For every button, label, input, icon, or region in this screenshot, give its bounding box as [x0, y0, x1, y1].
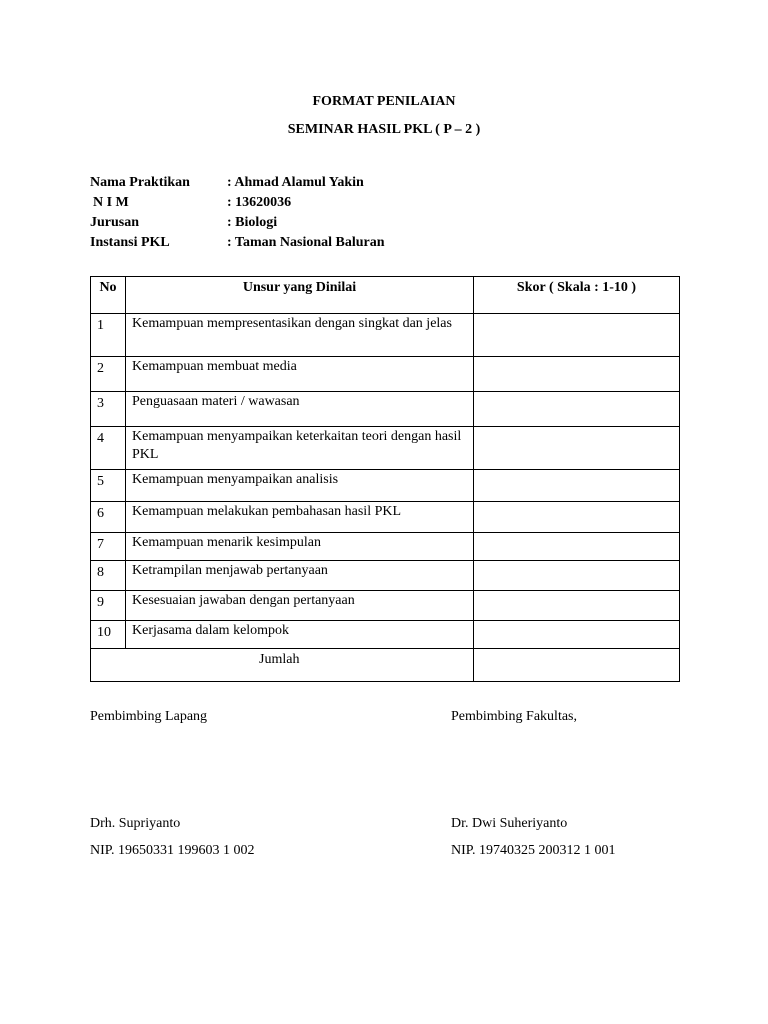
assessment-table — [90, 276, 680, 682]
row-no: 6 — [91, 502, 126, 533]
table-row — [91, 392, 680, 427]
table-row — [91, 502, 680, 533]
row-no: 9 — [91, 591, 126, 621]
right-signer-title: Pembimbing Fakultas, — [451, 709, 577, 724]
row-item: Kesesuaian jawaban dengan pertanyaan — [126, 591, 474, 621]
row-item: Kemampuan menarik kesimpulan — [126, 533, 474, 561]
table-row — [91, 470, 680, 502]
jurusan-value: : Biologi — [227, 215, 278, 230]
table-row — [91, 561, 680, 591]
row-skor-cell[interactable] — [474, 427, 680, 470]
nama-value: : Ahmad Alamul Yakin — [227, 175, 364, 190]
jumlah-row — [91, 649, 680, 682]
row-skor-cell[interactable] — [474, 470, 680, 502]
header-no: No — [91, 277, 126, 314]
instansi-label: Instansi PKL — [90, 235, 170, 250]
document-subtitle: SEMINAR HASIL PKL ( P – 2 ) — [287, 122, 481, 137]
jumlah-skor-cell[interactable] — [474, 649, 680, 682]
header-skor: Skor ( Skala : 1-10 ) — [474, 277, 680, 314]
nim-value: : 13620036 — [227, 195, 292, 210]
right-signer-name: Dr. Dwi Suheriyanto — [451, 816, 568, 831]
row-skor-cell[interactable] — [474, 502, 680, 533]
jurusan-label: Jurusan — [90, 215, 140, 230]
row-item: Kerjasama dalam kelompok — [126, 621, 474, 649]
row-skor-cell[interactable] — [474, 621, 680, 649]
table-row — [91, 314, 680, 357]
left-signer-title: Pembimbing Lapang — [90, 709, 208, 724]
row-no: 5 — [91, 470, 126, 502]
row-no: 8 — [91, 561, 126, 591]
header-unsur: Unsur yang Dinilai — [126, 277, 474, 314]
row-item: Kemampuan mempresentasikan dengan singkat dan jelas — [126, 314, 474, 357]
table-row — [91, 357, 680, 392]
table-row — [91, 427, 680, 470]
row-no: 7 — [91, 533, 126, 561]
row-skor-cell[interactable] — [474, 533, 680, 561]
table-row — [91, 621, 680, 649]
row-no: 2 — [91, 357, 126, 392]
jumlah-label: Jumlah — [91, 649, 474, 682]
left-signer-nip: NIP. 19650331 199603 1 002 — [90, 843, 255, 858]
table-row — [91, 533, 680, 561]
nim-label: N I M — [93, 195, 129, 210]
row-item: Kemampuan membuat media — [126, 357, 474, 392]
row-skor-cell[interactable] — [474, 314, 680, 357]
row-item: Kemampuan melakukan pembahasan hasil PKL — [126, 502, 474, 533]
row-no: 4 — [91, 427, 126, 470]
row-no: 1 — [91, 314, 126, 357]
table-row — [91, 591, 680, 621]
nama-label: Nama Praktikan — [90, 175, 190, 190]
row-item: Penguasaan materi / wawasan — [126, 392, 474, 427]
row-skor-cell[interactable] — [474, 591, 680, 621]
row-no: 3 — [91, 392, 126, 427]
instansi-value: : Taman Nasional Baluran — [227, 235, 385, 250]
row-skor-cell[interactable] — [474, 561, 680, 591]
row-no: 10 — [91, 621, 126, 649]
row-item: Kemampuan menyampaikan analisis — [126, 470, 474, 502]
row-skor-cell[interactable] — [474, 392, 680, 427]
row-skor-cell[interactable] — [474, 357, 680, 392]
row-item: Ketrampilan menjawab pertanyaan — [126, 561, 474, 591]
table-header-row — [91, 277, 680, 314]
right-signer-nip: NIP. 19740325 200312 1 001 — [451, 843, 616, 858]
left-signer-name: Drh. Supriyanto — [90, 816, 181, 831]
row-item: Kemampuan menyampaikan keterkaitan teori dengan hasil PKL — [126, 427, 474, 470]
document-title: FORMAT PENILAIAN — [312, 94, 456, 109]
